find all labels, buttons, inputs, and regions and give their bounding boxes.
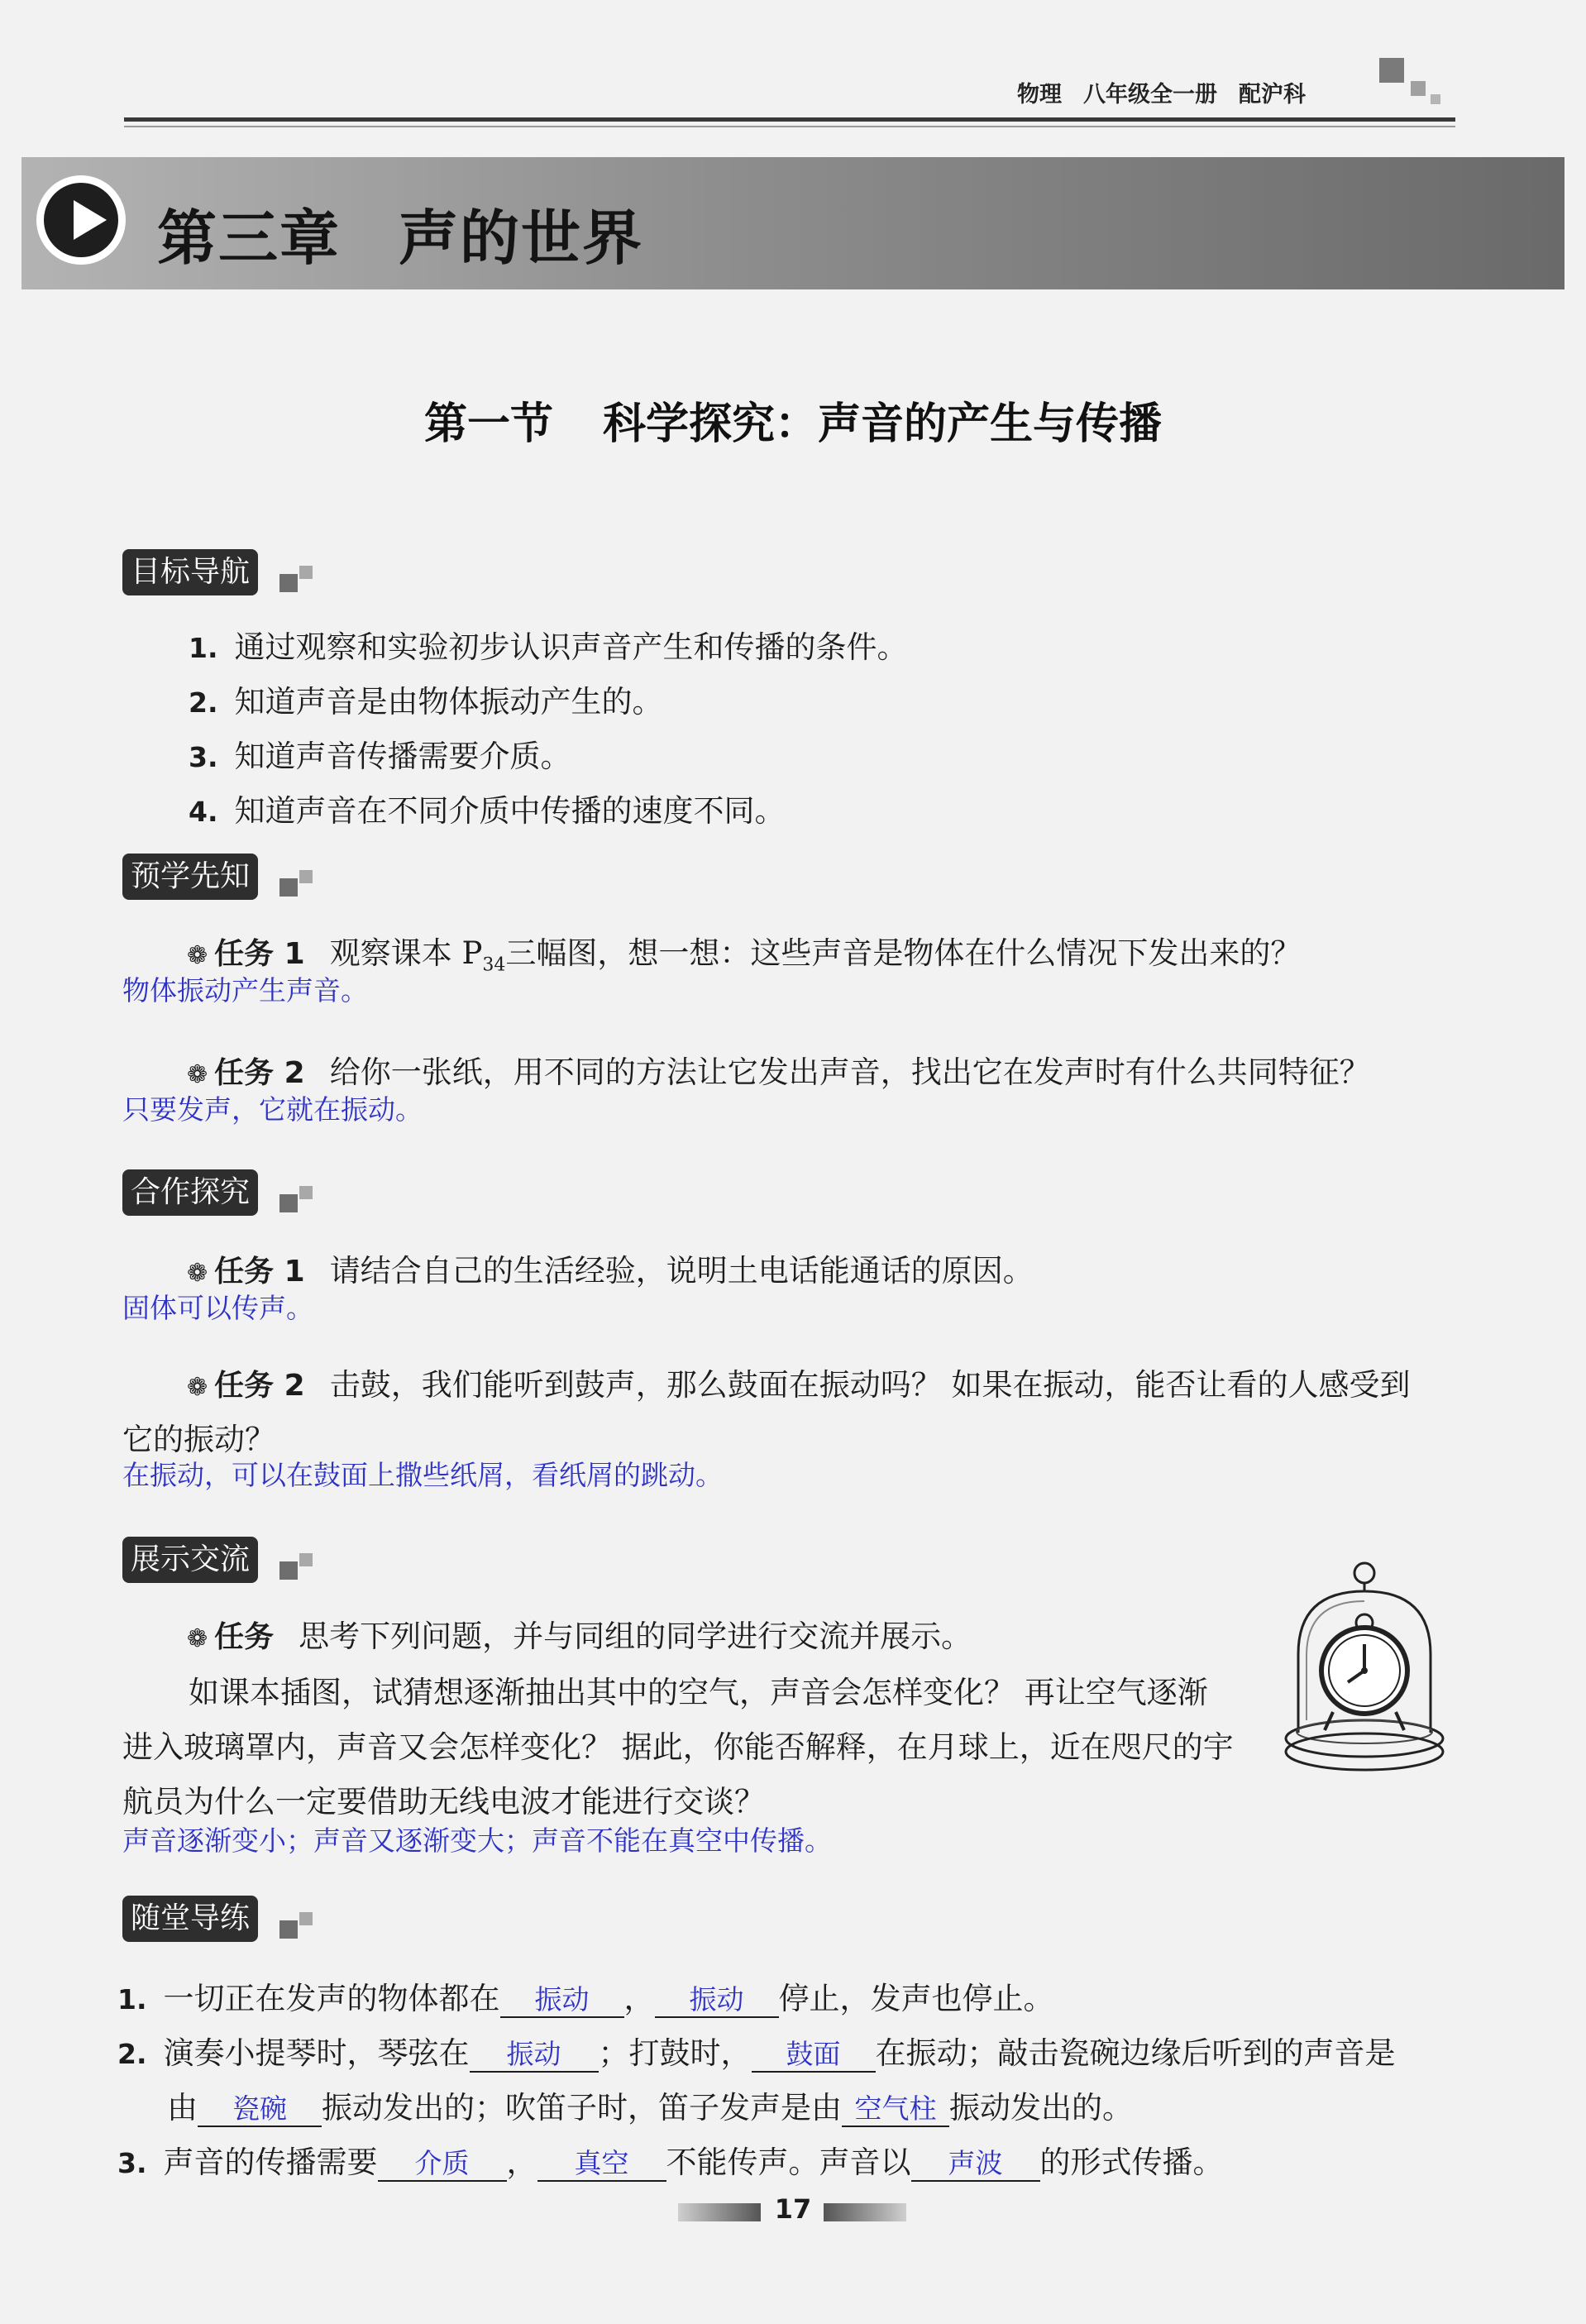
- play-icon: [36, 175, 126, 265]
- chapter-name: 声的世界: [399, 203, 644, 273]
- section-number: 第一节: [423, 399, 553, 449]
- preview-task2-answer: 只要发声，它就在振动。: [122, 1093, 423, 1126]
- chapter-title: [157, 190, 643, 276]
- goal-item: 4. 知道声音在不同介质中传播的速度不同。: [189, 793, 786, 829]
- tag-goals: [122, 549, 258, 595]
- practice-q2-line2: 由 瓷碗 振动发出的；吹笛子时，笛子发声是由 空气柱 振动发出的。: [167, 2090, 1133, 2126]
- tag-preview: [122, 854, 258, 900]
- exchange-task-line3: 航员为什么一定要借助无线电波才能进行交谈？: [122, 1784, 765, 1820]
- header-rule: [124, 117, 1455, 122]
- goal-item: 2. 知道声音是由物体振动产生的。: [189, 684, 663, 720]
- section-title: [0, 389, 1586, 451]
- fill-blank[interactable]: 真空: [537, 2147, 666, 2182]
- gear-icon: ❁: [187, 1259, 208, 1288]
- corner-squares-decoration: [1379, 58, 1454, 108]
- exchange-task-line2: 进入玻璃罩内，声音又会怎样变化？ 据此，你能否解释，在月球上，近在咫尺的宇: [122, 1729, 1234, 1765]
- tag-preview-label: 预学先知: [122, 854, 258, 900]
- tag-goals-label: 目标导航: [122, 549, 258, 595]
- tag-exchange-label: 展示交流: [122, 1537, 258, 1583]
- exchange-task-answer: 声音逐渐变小；声音又逐渐变大；声音不能在真空中传播。: [122, 1824, 832, 1857]
- practice-q1: 1. 一切正在发声的物体都在 振动 ， 振动 停止，发声也停止。: [117, 1981, 1054, 2016]
- cooperate-task2-answer: 在振动，可以在鼓面上撒些纸屑，看纸屑的跳动。: [122, 1459, 723, 1491]
- gear-icon: ❁: [187, 1624, 208, 1653]
- exchange-task-intro: ❁ 任务 思考下列问题，并与同组的同学进行交流并展示。: [187, 1619, 972, 1654]
- preview-task1-answer: 物体振动产生声音。: [122, 974, 368, 1007]
- tag-practice: [122, 1896, 258, 1942]
- tag-cooperate: [122, 1169, 258, 1216]
- practice-q3: 3. 声音的传播需要 介质 ， 真空 不能传声。声音以 声波 的形式传播。: [117, 2145, 1224, 2180]
- gear-icon: ❁: [187, 941, 208, 970]
- cooperate-task2-question: ❁ 任务 2 击鼓，我们能听到鼓声，那么鼓面在振动吗？ 如果在振动，能否让看的人感受到: [187, 1367, 1411, 1403]
- page-number: 17: [774, 2193, 812, 2225]
- tag-cooperate-label: 合作探究: [122, 1169, 258, 1216]
- preview-task2-question: ❁ 任务 2 给你一张纸，用不同的方法让它发出声音，找出它在发声时有什么共同特征？: [187, 1054, 1370, 1090]
- exchange-task-line1: 如课本插图，试猜想逐渐抽出其中的空气，声音会怎样变化？ 再让空气逐渐: [189, 1675, 1208, 1710]
- cooperate-task1-answer: 固体可以传声。: [122, 1292, 313, 1324]
- tag-practice-label: 随堂导练: [122, 1896, 258, 1942]
- fill-blank[interactable]: 鼓面: [752, 2038, 876, 2073]
- goal-item: 1. 通过观察和实验初步认识声音产生和传播的条件。: [189, 629, 908, 665]
- header-subject: 物理: [1017, 82, 1062, 108]
- cooperate-task1-question: ❁ 任务 1 请结合自己的生活经验，说明土电话能通话的原因。: [187, 1253, 1034, 1289]
- fill-blank[interactable]: 振动: [655, 1983, 779, 2018]
- gear-icon: ❁: [187, 1373, 208, 1402]
- section-name: 科学探究：声音的产生与传播: [603, 399, 1163, 449]
- bell-jar-clock-illustration: [1282, 1555, 1447, 1778]
- header-grade: 八年级全一册: [1083, 82, 1217, 108]
- fill-blank[interactable]: 瓷碗: [198, 2092, 322, 2127]
- header-edition: 配沪科: [1239, 82, 1306, 108]
- fill-blank[interactable]: 介质: [378, 2147, 507, 2182]
- tag-exchange: [122, 1537, 258, 1583]
- practice-q2-line1: 2. 演奏小提琴时，琴弦在 振动 ；打鼓时， 鼓面 在振动；敲击瓷碗边缘后听到的声音是: [117, 2035, 1396, 2071]
- header-rule-thin: [124, 126, 1455, 127]
- running-header: [1017, 76, 1364, 108]
- preview-task1-question: ❁ 任务 1 观察课本 $P_{34}$三幅图，想一想：这些声音是物体在什么情况下发出来的？: [187, 935, 1302, 976]
- fill-blank[interactable]: 振动: [470, 2038, 599, 2073]
- fill-blank[interactable]: 声波: [911, 2147, 1040, 2182]
- gear-icon: ❁: [187, 1060, 208, 1089]
- cooperate-task2-question-cont: 它的振动？: [122, 1422, 275, 1457]
- fill-blank[interactable]: 空气柱: [842, 2092, 949, 2127]
- goal-item: 3. 知道声音传播需要介质。: [189, 739, 571, 774]
- fill-blank[interactable]: 振动: [500, 1983, 624, 2018]
- chapter-number: 第三章: [157, 203, 342, 273]
